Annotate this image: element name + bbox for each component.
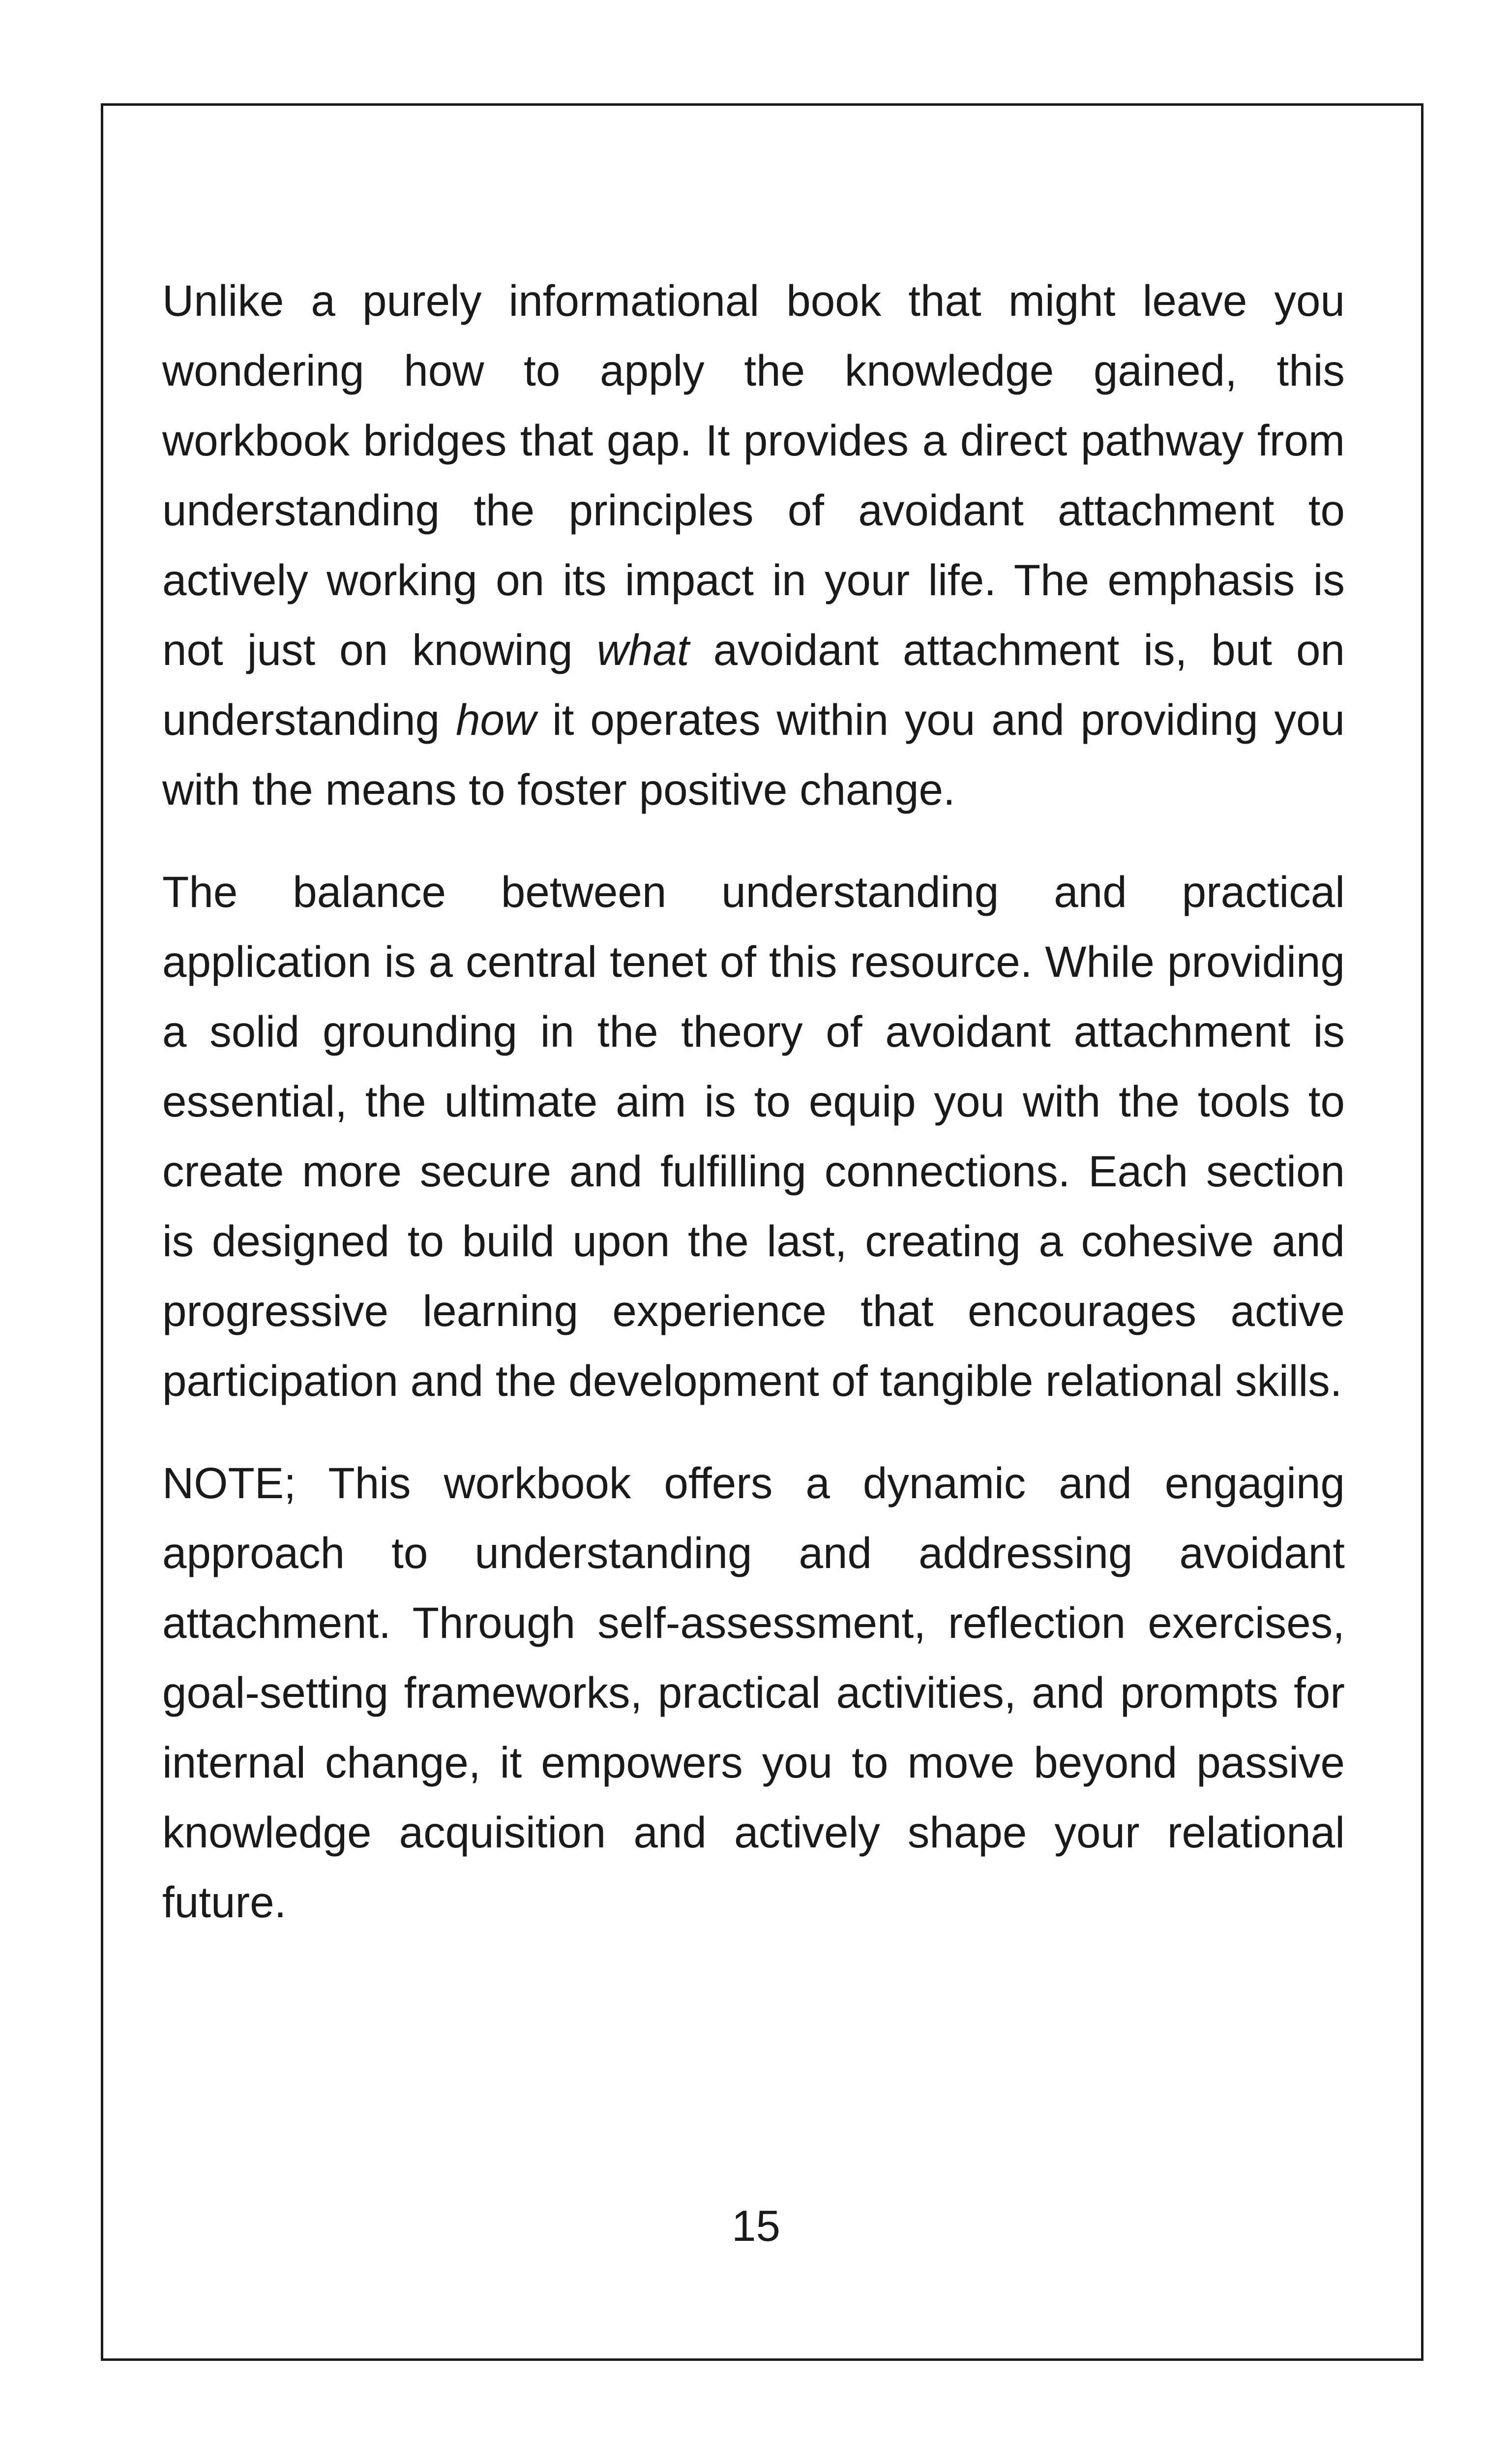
paragraph-3-note: NOTE; This workbook offers a dynamic and engaging approach to understanding and addressing avoidant attachment. Through self-assessment, reflection exercises, goal-setting frameworks, practical activities, and prompts for internal change, it empowers you to move beyond passive knowledge acquisition and actively shape your relational future.: [162, 1458, 1345, 1927]
body-text: [162, 266, 1345, 1969]
emphasis-what: what: [596, 625, 689, 674]
paragraph-1-text-middle: avoidant attachment is, but on understanding: [162, 625, 1345, 744]
emphasis-how: how: [455, 695, 536, 744]
page-number: 15: [732, 2201, 780, 2250]
paragraph-2: The balance between understanding and practical application is a central tenet of this resource. While providing a solid grounding in the theory of avoidant attachment is essential, the ultimate aim is to equip you with the tools to create more secure and fulfilling connections. Each section is designed to build upon the last, creating a cohesive and progressive learning experience that encourages active participation and the development of tangible relational skills.: [162, 867, 1345, 1405]
paragraph-1-text-start: Unlike a purely informational book that might leave you wondering how to apply the knowledge gained, this workbook bridges that gap. It provides a direct pathway from understanding the principles of avoidant attachment to actively working on its impact in your life. The emphasis is not just on knowing: [162, 276, 1345, 674]
paragraph-1-text-end: it operates within you and providing you with the means to foster positive change.: [162, 695, 1345, 814]
paragraph-1: [162, 266, 1345, 824]
